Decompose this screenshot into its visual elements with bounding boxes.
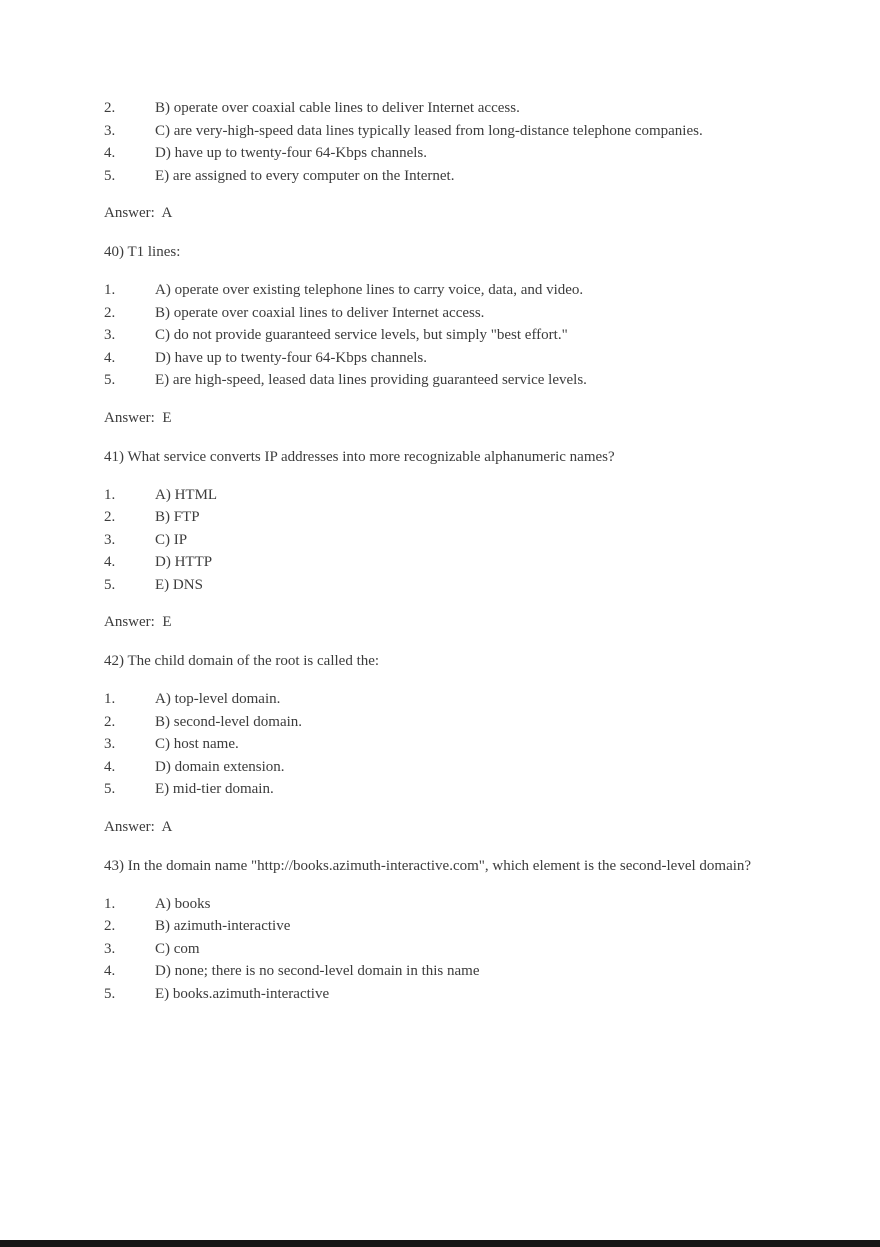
option-number: 3. [104,531,116,548]
option-number: 1. [104,282,116,298]
option-text: A) top-level domain. [155,691,281,707]
option-number: 4. [104,758,116,775]
answer-line: Answer: A [104,205,173,221]
option-row [104,279,778,302]
option-row [104,97,778,120]
answer-line: Answer: E [104,614,172,630]
option-row [104,506,778,529]
option-row [104,733,778,756]
option-text: C) host name. [155,736,239,752]
question-stem: 40) T1 lines: [104,244,181,260]
option-text: E) DNS [155,576,203,593]
option-number: 5. [104,985,116,1002]
option-text: B) FTP [155,509,200,525]
option-row [104,165,778,188]
option-row [104,347,778,370]
option-row [104,960,778,983]
option-row [104,484,778,507]
option-number: 1. [104,895,116,912]
option-row [104,324,778,347]
option-number: 3. [104,327,116,343]
question-stem: 41) What service converts IP addresses into more recognizable alphanumeric names? [104,448,615,465]
document-body [104,97,778,1005]
option-text: D) have up to twenty-four 64-Kbps channels. [155,349,428,366]
option-text: E) are assigned to every computer on the Internet. [155,167,455,184]
question-block-39-tail [104,97,778,225]
option-text: C) com [155,940,200,957]
option-text: E) books.azimuth-interactive [155,985,330,1002]
option-number: 4. [104,145,116,161]
option-list [104,688,778,801]
option-row [104,120,778,143]
option-text: E) mid-tier domain. [155,781,274,797]
option-row [104,915,778,938]
option-row [104,302,778,325]
answer-line: Answer: E [104,409,172,426]
option-text: B) operate over coaxial lines to deliver Internet access. [155,304,485,321]
option-number: 4. [104,554,116,570]
option-row [104,688,778,711]
option-row [104,711,778,734]
option-text: A) HTML [155,486,218,503]
option-number: 4. [104,349,116,366]
option-number: 2. [104,100,116,116]
option-text: D) have up to twenty-four 64-Kbps channels. [155,145,428,161]
option-number: 5. [104,167,116,184]
option-row [104,778,778,801]
option-row [104,551,778,574]
option-row [104,756,778,779]
option-row [104,574,778,597]
question-stem: 43) In the domain name "http://books.azimuth-interactive.com", which element is the second-level domain? [104,857,752,874]
option-number: 2. [104,918,116,934]
question-block-43 [104,855,778,1006]
option-text: D) none; there is no second-level domain in this name [155,963,480,979]
option-number: 1. [104,691,116,707]
bottom-edge-bar [0,1240,880,1247]
option-list [104,97,778,187]
option-number: 5. [104,576,116,593]
option-row [104,983,778,1006]
option-text: B) operate over coaxial cable lines to deliver Internet access. [155,100,520,116]
option-text: C) do not provide guaranteed service levels, but simply "best effort." [155,327,568,343]
option-text: D) HTTP [155,554,213,570]
option-number: 3. [104,736,116,752]
option-number: 5. [104,372,116,388]
option-text: B) second-level domain. [155,713,303,730]
option-row [104,938,778,961]
option-number: 4. [104,963,116,979]
question-block-41 [104,446,778,634]
option-number: 1. [104,486,116,503]
option-text: B) azimuth-interactive [155,918,291,934]
option-list [104,893,778,1006]
option-row [104,893,778,916]
option-row [104,369,778,392]
option-text: D) domain extension. [155,758,285,775]
option-number: 5. [104,781,116,797]
option-number: 2. [104,304,116,321]
option-number: 2. [104,713,116,730]
option-number: 2. [104,509,116,525]
option-list [104,484,778,597]
option-row [104,142,778,165]
option-text: A) books [155,895,211,912]
option-number: 3. [104,940,116,957]
option-text: C) are very-high-speed data lines typically leased from long-distance telephone companies. [155,122,703,139]
option-text: E) are high-speed, leased data lines providing guaranteed service levels. [155,372,587,388]
option-text: A) operate over existing telephone lines to carry voice, data, and video. [155,282,584,298]
option-text: C) IP [155,531,188,548]
answer-line: Answer: A [104,818,173,835]
question-block-42 [104,650,778,838]
question-block-40 [104,241,778,429]
option-row [104,529,778,552]
option-number: 3. [104,122,116,139]
question-stem: 42) The child domain of the root is called the: [104,653,380,669]
option-list [104,279,778,392]
